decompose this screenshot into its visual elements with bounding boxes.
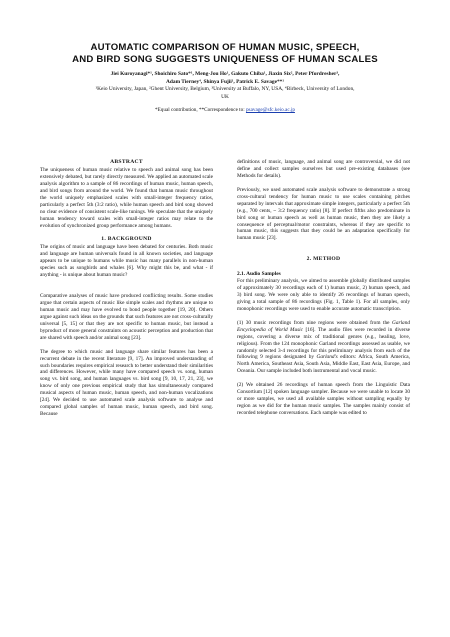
right-column	[237, 159, 410, 417]
background-heading: 1. BACKGROUND	[101, 236, 152, 243]
audio-samples-heading: 2.1. Audio Samples	[237, 271, 281, 278]
authors-line-2: Adam Tierney⁴, Shinya Fujii¹, Patrick E. Savage**¹	[165, 78, 284, 85]
speech-samples-paragraph: (2) We obtained 26 recordings of human speech from the Linguistic Data Consortium [12] spoken language sampler. Because we were unable to locate 30 or more samples, we used all available samples without sampling equally by region as we did for the human music samples. The samples mainly consist of recorded telephone conversations. Each sample was edited to	[237, 382, 410, 417]
correspondence-email-link[interactable]: psavage@sfc.keio.ac.jp	[245, 107, 295, 113]
background-paragraph-1: The origins of music and language have been debated for centuries. Both music and language are human universals found in all known societies, and language appears to be unique to humans while music has many parallels in non-human species such as songbirds and whales [6]. Why might this be, and what - if anything - is unique about human music?	[40, 244, 213, 279]
background-paragraph-3-cont: definitions of music, language, and animal song are controversial, we did not define and collect samples ourselves but used pre-existing databases (see Methods for details).	[237, 159, 410, 179]
background-paragraph-3: The degree to which music and language share similar features has been a recurrent debate in the recent literature [9, 17]. An improved understanding of such boundaries requires empirical research to better understand their similarities and differences. However, while many have compared speech vs. song, human song vs. bird song, and human languages vs. bird song [9, 10, 17, 21, 23], we know of only one previous empirical study that has simultaneously compared musical aspects of human music, human speech, and non-human vocalizations [24]. We decided to use automated scale analysis software to analyse and compared global samples of human music, human speech, and bird song. Because	[40, 348, 213, 418]
left-column	[40, 159, 213, 418]
affiliations-line-2: UK	[221, 93, 229, 100]
method-heading: 2. METHOD	[306, 256, 341, 263]
title-line-2: AND BIRD SONG SUGGESTS UNIQUENESS OF HUMAN SCALES	[72, 54, 378, 65]
music-samples-paragraph: (1) 30 music recordings from nine regions were obtained from the Garland Encyclopedia of World Music [16]. The audio files were recorded in diverse regions, covering a diverse mix of traditional genres (e.g., healing, love, religious). From the 124 monophonic Garland recordings assessed as usable, we randomly selected 3-4 recordings for this preliminary analysis from each of the following 9 regions designated by Garland's editors: Africa, South America, North America, Southeast Asia, South Asia, Middle East, East Asia, Europe, and Oceania. Our sample included both instrumental and vocal music.	[237, 319, 410, 375]
affiliations-line-1: ¹Keio University, Japan, ²Ghent University, Belgium, ³University at Buffalo, NY, USA, ⁴Birbeck, University of London,	[95, 86, 355, 92]
authors-line-1: Jiei Kuroyanagi*¹, Shoichiro Sato*¹, Meng-Jou Ho¹, Gakuto Chiba¹, Jiaxin Six², Peter Pfordresher³,	[110, 71, 340, 77]
author-list	[20, 71, 430, 86]
background-paragraph-4: Previously, we used automated scale analysis software to demonstrate a strong cross-cultural tendency for human music to use scales containing pitches separated by intervals that approximate simple integers, particularly a perfect 5th (e.g., 700 cents, ~ 3:2 frequency ratio) [8]. If perfect fifths also predominate in bird song or human speech as well as human music, then they are likely a consequence of perceptual/motor constraints, whereas if they are specific to human music, this suggests that they could be an adaptation specifically for human music [23].	[237, 186, 410, 242]
abstract-text: The uniqueness of human music relative to speech and animal song has been extensively debated, but rarely directly measured. We applied an automated scale analysis algorithm to a sample of 86 recordings of human music, human speech, and bird songs from around the world. We found that human music throughout the world uniquely emphasized scales with small-integer frequency ratios, particularly a perfect 5th (3:2 ratio), while human speech and bird song showed no clear evidence of consistent scale-like tunings. We speculate that the uniquely human tendency toward scales with small-integer ratios may relate to the evolution of synchronized group performance among humans.	[40, 166, 213, 229]
abstract-heading: ABSTRACT	[110, 159, 143, 165]
title-line-1: AUTOMATIC COMPARISON OF HUMAN MUSIC, SPEECH,	[90, 42, 360, 53]
equal-contribution-text: *Equal contribution, **Correspondence to:	[155, 107, 246, 113]
affiliations	[20, 86, 430, 101]
paper-title	[40, 42, 410, 66]
audio-samples-paragraph: For this preliminary analysis, we aimed to assemble globally distributed samples of approximately 30 recordings each of 1) human music, 2) human speech, and 3) bird song. We were only able to identify 26 recordings of human speech, giving a total sample of 86 recordings (Fig. 1, Table 1). For all samples, only monophonic recordings were used to enable accurate automatic transcription.	[237, 278, 410, 312]
background-paragraph-2: Comparative analyses of music have produced conflicting results. Some studies argue that certain aspects of music like simple scales and rhythms are unique to human music and may have evolved to bond people together [19, 20]. Others argue against such ideas on the grounds that such features are not cross-culturally universal [5, 15] or that they are not specific to human music, but instead a byproduct of more general constraints on acoustic perception and production that are shared with speech and/or animal song [23].	[40, 293, 213, 341]
correspondence-note	[20, 107, 430, 114]
